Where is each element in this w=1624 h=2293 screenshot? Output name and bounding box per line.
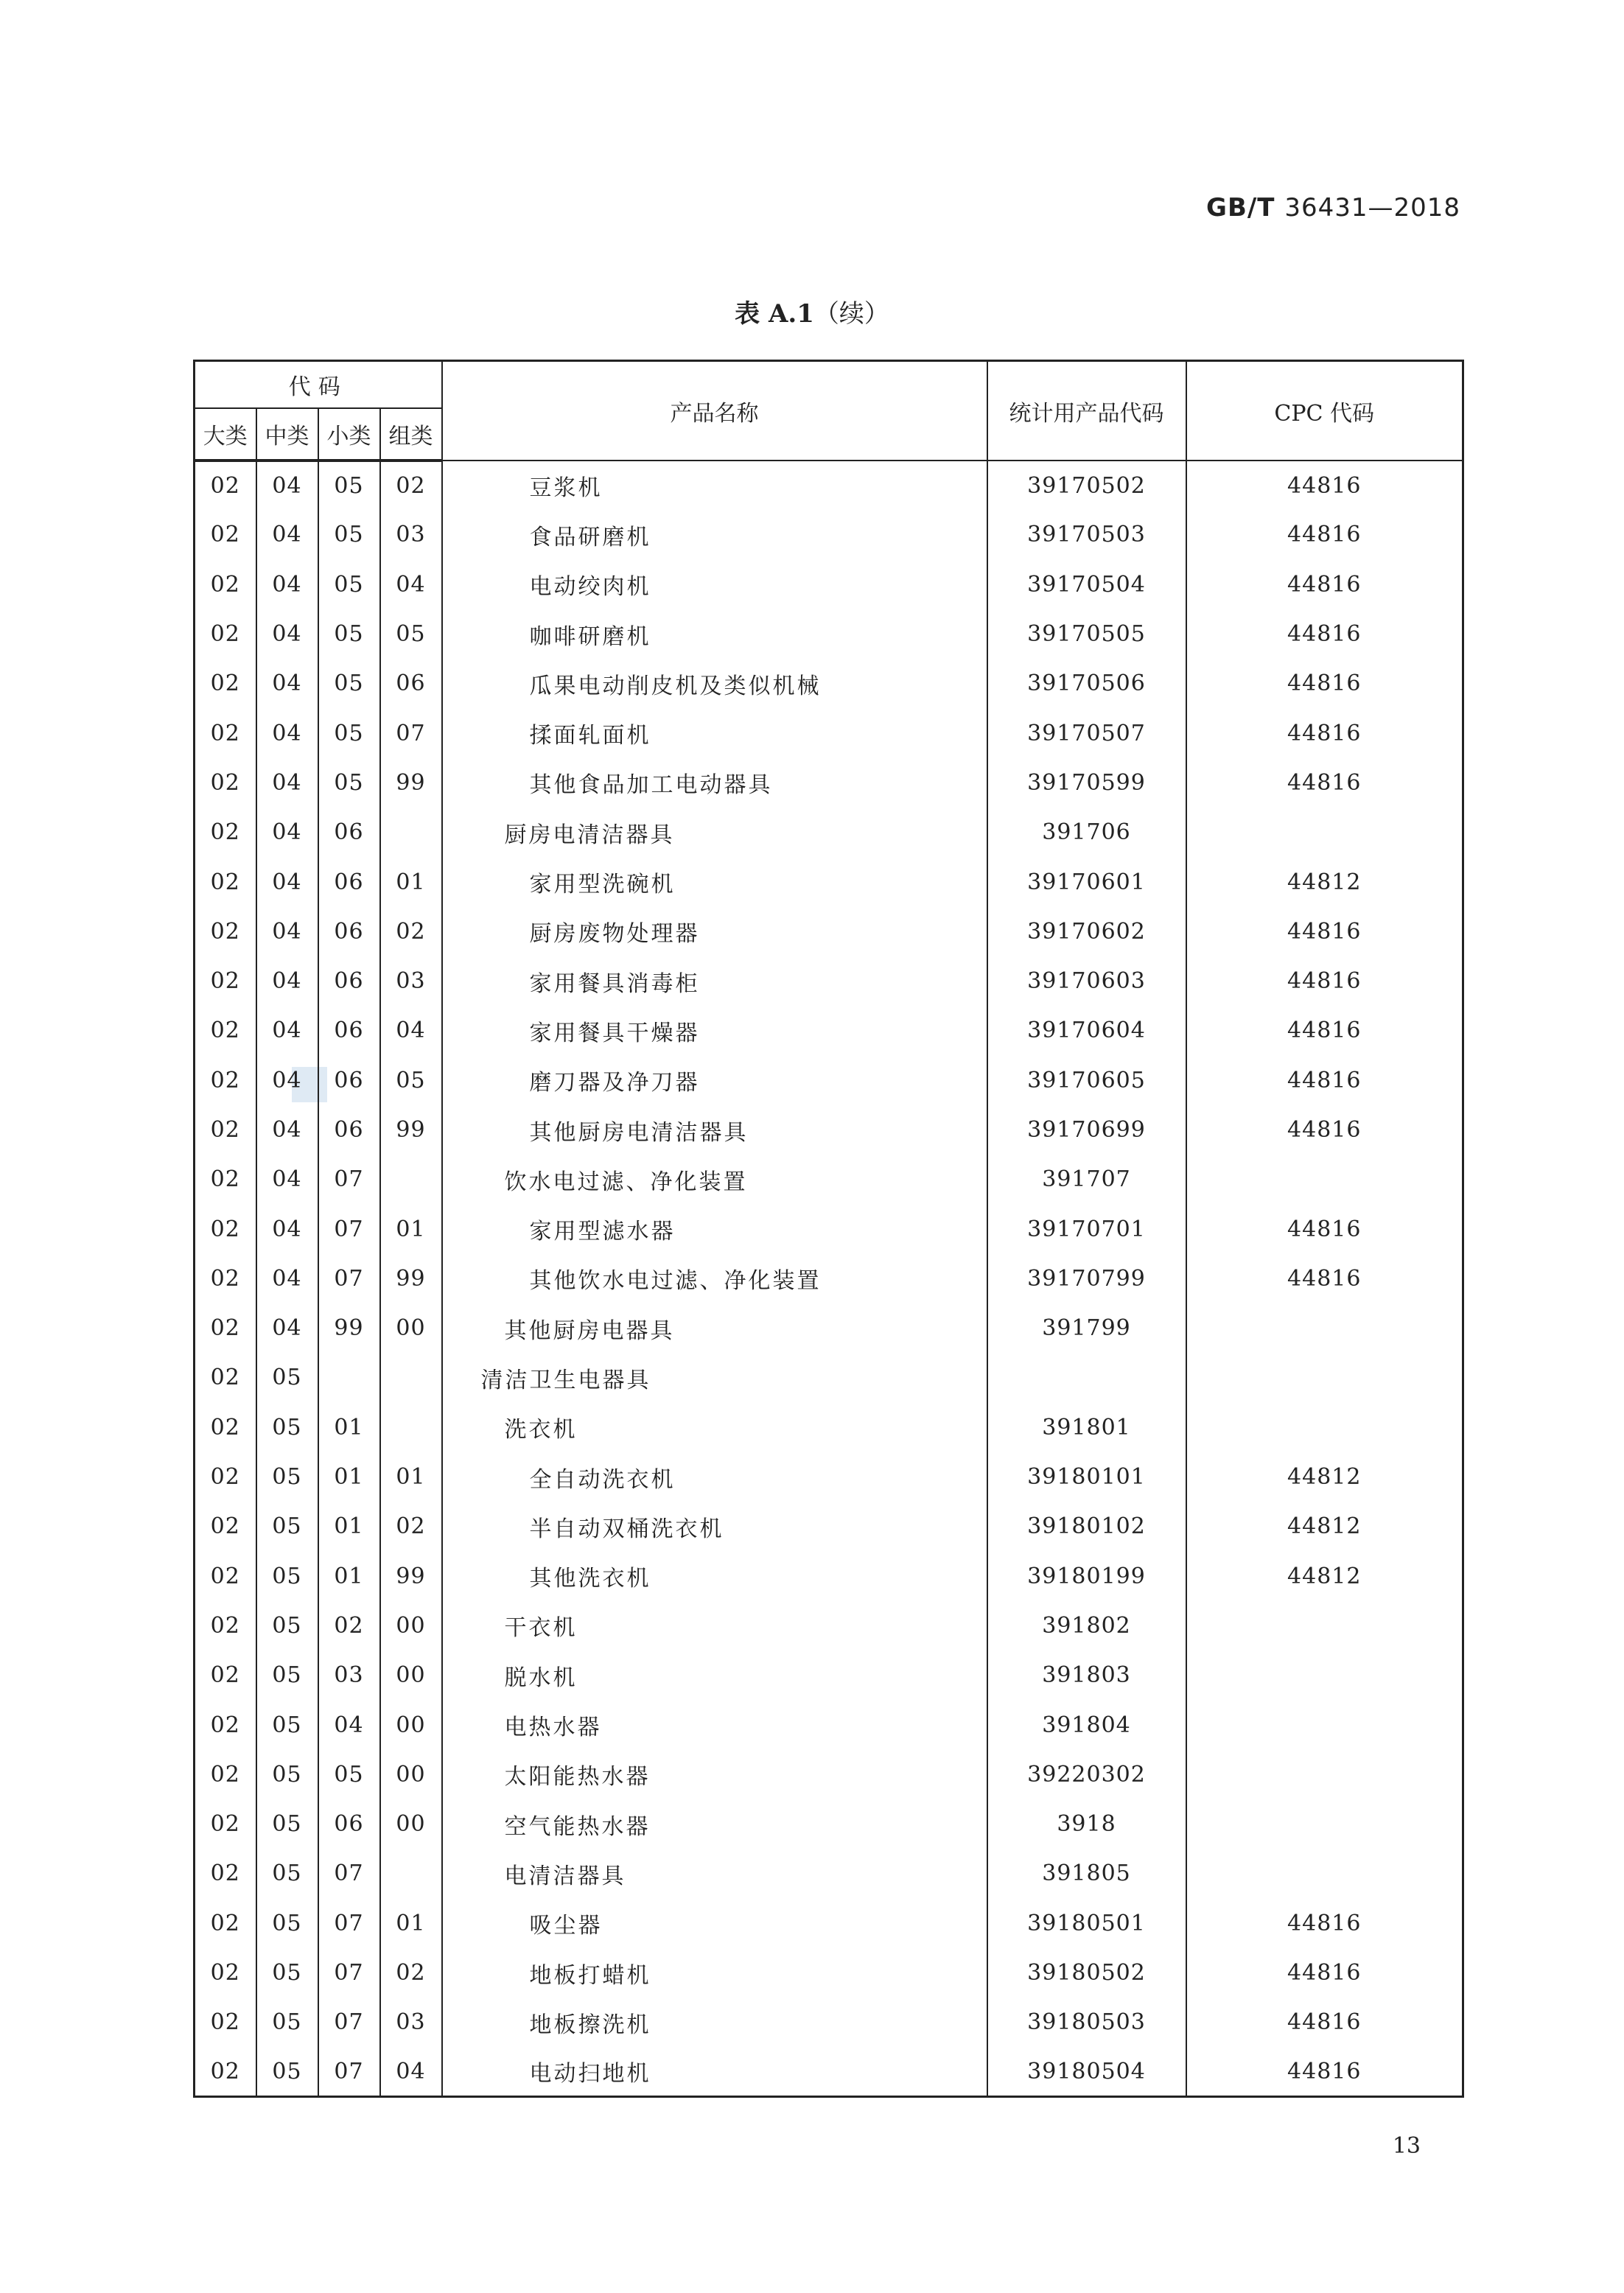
cell-major: 02 xyxy=(195,907,256,956)
cell-stat: 39220302 xyxy=(987,1750,1186,1799)
table-row xyxy=(195,510,1463,559)
cell-minor: 06 xyxy=(318,857,380,906)
cell-middle: 04 xyxy=(256,1006,318,1055)
cell-name: 太阳能热水器 xyxy=(442,1750,987,1799)
cell-minor: 06 xyxy=(318,1056,380,1105)
cell-group: 99 xyxy=(380,1105,442,1155)
cell-minor: 07 xyxy=(318,1998,380,2047)
table-row xyxy=(195,1006,1463,1055)
cell-cpc: 44816 xyxy=(1186,609,1463,659)
cell-middle: 05 xyxy=(256,1650,318,1700)
cell-major: 02 xyxy=(195,1056,256,1105)
cell-middle: 04 xyxy=(256,1303,318,1353)
table-title xyxy=(0,293,1624,329)
cell-group: 00 xyxy=(380,1700,442,1749)
table-row xyxy=(195,1452,1463,1502)
cell-middle: 05 xyxy=(256,1849,318,1898)
cell-stat: 39180501 xyxy=(987,1899,1186,1948)
header-product-name: 产品名称 xyxy=(442,361,987,461)
cell-group: 02 xyxy=(380,907,442,956)
cell-major: 02 xyxy=(195,1155,256,1204)
cell-stat: 39170506 xyxy=(987,659,1186,708)
page-number: 13 xyxy=(1392,2133,1421,2159)
cell-middle: 05 xyxy=(256,1353,318,1402)
cell-stat: 391804 xyxy=(987,1700,1186,1749)
cell-stat: 39170605 xyxy=(987,1056,1186,1105)
cell-group: 00 xyxy=(380,1650,442,1700)
cell-minor: 04 xyxy=(318,1700,380,1749)
cell-middle: 04 xyxy=(256,1105,318,1155)
cell-middle: 05 xyxy=(256,1750,318,1799)
cell-group: 03 xyxy=(380,1998,442,2047)
cell-stat: 39170799 xyxy=(987,1254,1186,1303)
cell-middle: 04 xyxy=(256,461,318,510)
cell-minor: 01 xyxy=(318,1403,380,1452)
cell-cpc: 44816 xyxy=(1186,1948,1463,1998)
cell-group: 00 xyxy=(380,1303,442,1353)
document-code-number: 36431—2018 xyxy=(1284,193,1460,223)
cell-middle: 04 xyxy=(256,907,318,956)
cell-stat: 39170701 xyxy=(987,1204,1186,1253)
cell-major: 02 xyxy=(195,1650,256,1700)
cell-minor: 05 xyxy=(318,1750,380,1799)
cell-major: 02 xyxy=(195,1403,256,1452)
cell-middle: 05 xyxy=(256,1799,318,1849)
header-middle: 中类 xyxy=(256,408,318,461)
cell-minor: 07 xyxy=(318,1155,380,1204)
cell-minor: 01 xyxy=(318,1502,380,1551)
cell-middle: 04 xyxy=(256,956,318,1006)
cell-minor: 06 xyxy=(318,1006,380,1055)
header-cpc-code: CPC 代码 xyxy=(1186,361,1463,461)
cell-stat: 39170602 xyxy=(987,907,1186,956)
cell-cpc: 44816 xyxy=(1186,510,1463,559)
cell-name: 厨房废物处理器 xyxy=(442,907,987,956)
cell-cpc: 44816 xyxy=(1186,560,1463,609)
cell-middle: 05 xyxy=(256,1403,318,1452)
cell-minor: 05 xyxy=(318,708,380,757)
cell-major: 02 xyxy=(195,659,256,708)
table-row xyxy=(195,1502,1463,1551)
cell-cpc: 44816 xyxy=(1186,1105,1463,1155)
cell-major: 02 xyxy=(195,1452,256,1502)
table-row xyxy=(195,1948,1463,1998)
cell-cpc: 44816 xyxy=(1186,907,1463,956)
cell-stat: 391802 xyxy=(987,1601,1186,1650)
cell-major: 02 xyxy=(195,1353,256,1402)
cell-middle: 05 xyxy=(256,1899,318,1948)
cell-stat: 39180503 xyxy=(987,1998,1186,2047)
cell-minor: 05 xyxy=(318,461,380,510)
cell-cpc: 44816 xyxy=(1186,1006,1463,1055)
cell-stat: 39180199 xyxy=(987,1552,1186,1601)
cell-name: 其他厨房电清洁器具 xyxy=(442,1105,987,1155)
table-row xyxy=(195,1254,1463,1303)
cell-cpc: 44816 xyxy=(1186,461,1463,510)
cell-name: 地板打蜡机 xyxy=(442,1948,987,1998)
table-row xyxy=(195,1899,1463,1948)
table-row xyxy=(195,956,1463,1006)
table-row xyxy=(195,1998,1463,2047)
cell-cpc xyxy=(1186,1700,1463,1749)
cell-major: 02 xyxy=(195,2048,256,2097)
table-row xyxy=(195,758,1463,808)
table-row xyxy=(195,907,1463,956)
cell-cpc: 44812 xyxy=(1186,1552,1463,1601)
cell-cpc xyxy=(1186,1750,1463,1799)
document-code xyxy=(1206,193,1460,223)
cell-group: 02 xyxy=(380,1502,442,1551)
cell-group: 03 xyxy=(380,510,442,559)
table-row xyxy=(195,808,1463,857)
cell-group: 01 xyxy=(380,1204,442,1253)
cell-minor: 06 xyxy=(318,956,380,1006)
table-title-main: 表 A.1 xyxy=(735,299,814,329)
cell-stat: 39170502 xyxy=(987,461,1186,510)
cell-cpc: 44816 xyxy=(1186,1899,1463,1948)
cell-name: 电动绞肉机 xyxy=(442,560,987,609)
cell-major: 02 xyxy=(195,956,256,1006)
cell-middle: 04 xyxy=(256,708,318,757)
cell-cpc: 44816 xyxy=(1186,956,1463,1006)
document-code-prefix: GB/T xyxy=(1206,193,1275,223)
cell-major: 02 xyxy=(195,1998,256,2047)
table-row xyxy=(195,1601,1463,1650)
cell-major: 02 xyxy=(195,808,256,857)
table-row xyxy=(195,1700,1463,1749)
cell-name: 干衣机 xyxy=(442,1601,987,1650)
cell-stat: 391805 xyxy=(987,1849,1186,1898)
cell-group: 99 xyxy=(380,1254,442,1303)
cell-major: 02 xyxy=(195,1799,256,1849)
cell-minor: 06 xyxy=(318,1799,380,1849)
cell-cpc: 44812 xyxy=(1186,1502,1463,1551)
cell-name: 家用餐具干燥器 xyxy=(442,1006,987,1055)
product-code-table xyxy=(193,360,1464,2098)
table-row xyxy=(195,1552,1463,1601)
cell-major: 02 xyxy=(195,510,256,559)
cell-major: 02 xyxy=(195,1849,256,1898)
cell-stat xyxy=(987,1353,1186,1402)
cell-cpc xyxy=(1186,1849,1463,1898)
cell-minor: 03 xyxy=(318,1650,380,1700)
cell-cpc xyxy=(1186,808,1463,857)
cell-group: 07 xyxy=(380,708,442,757)
cell-group xyxy=(380,1849,442,1898)
cell-group: 05 xyxy=(380,609,442,659)
cell-cpc xyxy=(1186,1799,1463,1849)
cell-group: 01 xyxy=(380,857,442,906)
cell-middle: 05 xyxy=(256,1998,318,2047)
cell-group: 04 xyxy=(380,2048,442,2097)
cell-major: 02 xyxy=(195,1303,256,1353)
cell-major: 02 xyxy=(195,560,256,609)
cell-major: 02 xyxy=(195,461,256,510)
cell-major: 02 xyxy=(195,1254,256,1303)
table-row xyxy=(195,609,1463,659)
cell-minor: 07 xyxy=(318,1254,380,1303)
cell-minor: 01 xyxy=(318,1452,380,1502)
table-row xyxy=(195,1799,1463,1849)
cell-cpc: 44816 xyxy=(1186,1998,1463,2047)
cell-stat: 39170599 xyxy=(987,758,1186,808)
cell-middle: 04 xyxy=(256,1254,318,1303)
cell-group: 02 xyxy=(380,461,442,510)
cell-major: 02 xyxy=(195,1948,256,1998)
cell-stat: 391799 xyxy=(987,1303,1186,1353)
cell-middle: 05 xyxy=(256,1552,318,1601)
table-title-suffix: （续） xyxy=(813,299,889,329)
cell-group: 04 xyxy=(380,1006,442,1055)
table-row xyxy=(195,1204,1463,1253)
cell-major: 02 xyxy=(195,1700,256,1749)
cell-cpc xyxy=(1186,1155,1463,1204)
cell-stat: 39170505 xyxy=(987,609,1186,659)
cell-middle: 04 xyxy=(256,609,318,659)
cell-name: 揉面轧面机 xyxy=(442,708,987,757)
cell-group: 05 xyxy=(380,1056,442,1105)
cell-name: 家用型洗碗机 xyxy=(442,857,987,906)
table-body xyxy=(195,461,1463,2097)
table-row xyxy=(195,1403,1463,1452)
cell-minor: 07 xyxy=(318,2048,380,2097)
cell-cpc: 44812 xyxy=(1186,1452,1463,1502)
cell-major: 02 xyxy=(195,857,256,906)
cell-stat: 3918 xyxy=(987,1799,1186,1849)
cell-name: 吸尘器 xyxy=(442,1899,987,1948)
cell-name: 食品研磨机 xyxy=(442,510,987,559)
cell-major: 02 xyxy=(195,1105,256,1155)
table-row xyxy=(195,1155,1463,1204)
cell-group: 02 xyxy=(380,1948,442,1998)
cell-major: 02 xyxy=(195,1204,256,1253)
table-row xyxy=(195,1353,1463,1402)
cell-minor: 05 xyxy=(318,659,380,708)
cell-stat: 39170699 xyxy=(987,1105,1186,1155)
table-row xyxy=(195,1303,1463,1353)
cell-middle: 05 xyxy=(256,1700,318,1749)
cell-major: 02 xyxy=(195,708,256,757)
table-row xyxy=(195,708,1463,757)
cell-cpc xyxy=(1186,1403,1463,1452)
table-row xyxy=(195,659,1463,708)
table-row xyxy=(195,857,1463,906)
cell-minor: 02 xyxy=(318,1601,380,1650)
cell-group: 04 xyxy=(380,560,442,609)
cell-minor: 06 xyxy=(318,907,380,956)
table-row xyxy=(195,560,1463,609)
cell-cpc xyxy=(1186,1353,1463,1402)
cell-stat: 39170503 xyxy=(987,510,1186,559)
cell-major: 02 xyxy=(195,1502,256,1551)
cell-middle: 04 xyxy=(256,808,318,857)
header-minor: 小类 xyxy=(318,408,380,461)
cell-minor: 05 xyxy=(318,758,380,808)
cell-major: 02 xyxy=(195,1552,256,1601)
cell-stat: 39170504 xyxy=(987,560,1186,609)
cell-group: 00 xyxy=(380,1799,442,1849)
cell-cpc: 44816 xyxy=(1186,758,1463,808)
cell-name: 空气能热水器 xyxy=(442,1799,987,1849)
cell-minor: 06 xyxy=(318,808,380,857)
cell-cpc: 44816 xyxy=(1186,2048,1463,2097)
cell-major: 02 xyxy=(195,1006,256,1055)
cell-cpc: 44816 xyxy=(1186,1204,1463,1253)
table-row xyxy=(195,1105,1463,1155)
cell-major: 02 xyxy=(195,1899,256,1948)
cell-major: 02 xyxy=(195,1601,256,1650)
cell-name: 电动扫地机 xyxy=(442,2048,987,2097)
cell-minor: 05 xyxy=(318,560,380,609)
cell-minor xyxy=(318,1353,380,1402)
cell-group: 01 xyxy=(380,1452,442,1502)
cell-stat: 39170601 xyxy=(987,857,1186,906)
cell-name: 咖啡研磨机 xyxy=(442,609,987,659)
cell-name: 脱水机 xyxy=(442,1650,987,1700)
cell-name: 其他洗衣机 xyxy=(442,1552,987,1601)
cell-name: 其他食品加工电动器具 xyxy=(442,758,987,808)
cell-stat: 391801 xyxy=(987,1403,1186,1452)
cell-name: 其他饮水电过滤、净化装置 xyxy=(442,1254,987,1303)
table-row xyxy=(195,1650,1463,1700)
cell-cpc: 44816 xyxy=(1186,659,1463,708)
header-group: 组类 xyxy=(380,408,442,461)
cell-middle: 05 xyxy=(256,2048,318,2097)
cell-minor: 05 xyxy=(318,609,380,659)
cell-minor: 07 xyxy=(318,1948,380,1998)
cell-cpc: 44812 xyxy=(1186,857,1463,906)
cell-name: 瓜果电动削皮机及类似机械 xyxy=(442,659,987,708)
cell-cpc xyxy=(1186,1601,1463,1650)
cell-stat: 39180502 xyxy=(987,1948,1186,1998)
cell-cpc xyxy=(1186,1303,1463,1353)
cell-middle: 05 xyxy=(256,1601,318,1650)
cell-major: 02 xyxy=(195,609,256,659)
cell-group: 03 xyxy=(380,956,442,1006)
cell-stat: 39180102 xyxy=(987,1502,1186,1551)
cell-minor: 05 xyxy=(318,510,380,559)
cell-group: 00 xyxy=(380,1750,442,1799)
header-code-group: 代码 xyxy=(195,361,442,409)
header-stat-code: 统计用产品代码 xyxy=(987,361,1186,461)
cell-minor: 07 xyxy=(318,1899,380,1948)
cell-group: 01 xyxy=(380,1899,442,1948)
cell-minor: 99 xyxy=(318,1303,380,1353)
cell-minor: 06 xyxy=(318,1105,380,1155)
table-row xyxy=(195,461,1463,510)
cell-stat: 39170507 xyxy=(987,708,1186,757)
cell-name: 厨房电清洁器具 xyxy=(442,808,987,857)
table-row xyxy=(195,1750,1463,1799)
cell-middle: 04 xyxy=(256,1204,318,1253)
cell-stat: 391706 xyxy=(987,808,1186,857)
cell-group: 99 xyxy=(380,1552,442,1601)
cell-name: 其他厨房电器具 xyxy=(442,1303,987,1353)
table-row xyxy=(195,2048,1463,2097)
cell-name: 地板擦洗机 xyxy=(442,1998,987,2047)
cell-middle: 04 xyxy=(256,857,318,906)
cell-name: 全自动洗衣机 xyxy=(442,1452,987,1502)
cell-cpc: 44816 xyxy=(1186,708,1463,757)
table-row xyxy=(195,1056,1463,1105)
cell-middle: 04 xyxy=(256,659,318,708)
cell-group xyxy=(380,808,442,857)
cell-group: 99 xyxy=(380,758,442,808)
cell-stat: 39180101 xyxy=(987,1452,1186,1502)
cell-name: 家用型滤水器 xyxy=(442,1204,987,1253)
cell-group: 00 xyxy=(380,1601,442,1650)
table-row xyxy=(195,1849,1463,1898)
cell-middle: 04 xyxy=(256,758,318,808)
cell-name: 半自动双桶洗衣机 xyxy=(442,1502,987,1551)
cell-stat: 39170604 xyxy=(987,1006,1186,1055)
cell-middle: 04 xyxy=(256,1056,318,1105)
header-major: 大类 xyxy=(195,408,256,461)
cell-cpc: 44816 xyxy=(1186,1254,1463,1303)
cell-group xyxy=(380,1403,442,1452)
cell-middle: 05 xyxy=(256,1948,318,1998)
cell-name: 洗衣机 xyxy=(442,1403,987,1452)
cell-cpc: 44816 xyxy=(1186,1056,1463,1105)
cell-name: 饮水电过滤、净化装置 xyxy=(442,1155,987,1204)
cell-minor: 07 xyxy=(318,1204,380,1253)
cell-name: 清洁卫生电器具 xyxy=(442,1353,987,1402)
cell-group xyxy=(380,1155,442,1204)
cell-name: 家用餐具消毒柜 xyxy=(442,956,987,1006)
cell-name: 电热水器 xyxy=(442,1700,987,1749)
cell-minor: 01 xyxy=(318,1552,380,1601)
cell-stat: 391803 xyxy=(987,1650,1186,1700)
cell-name: 电清洁器具 xyxy=(442,1849,987,1898)
cell-group: 06 xyxy=(380,659,442,708)
cell-name: 磨刀器及净刀器 xyxy=(442,1056,987,1105)
cell-name: 豆浆机 xyxy=(442,461,987,510)
cell-middle: 05 xyxy=(256,1502,318,1551)
cell-stat: 39180504 xyxy=(987,2048,1186,2097)
cell-cpc xyxy=(1186,1650,1463,1700)
cell-middle: 04 xyxy=(256,1155,318,1204)
cell-stat: 391707 xyxy=(987,1155,1186,1204)
cell-middle: 04 xyxy=(256,510,318,559)
cell-major: 02 xyxy=(195,758,256,808)
cell-minor: 07 xyxy=(318,1849,380,1898)
cell-group xyxy=(380,1353,442,1402)
cell-middle: 04 xyxy=(256,560,318,609)
cell-major: 02 xyxy=(195,1750,256,1799)
cell-middle: 05 xyxy=(256,1452,318,1502)
cell-stat: 39170603 xyxy=(987,956,1186,1006)
